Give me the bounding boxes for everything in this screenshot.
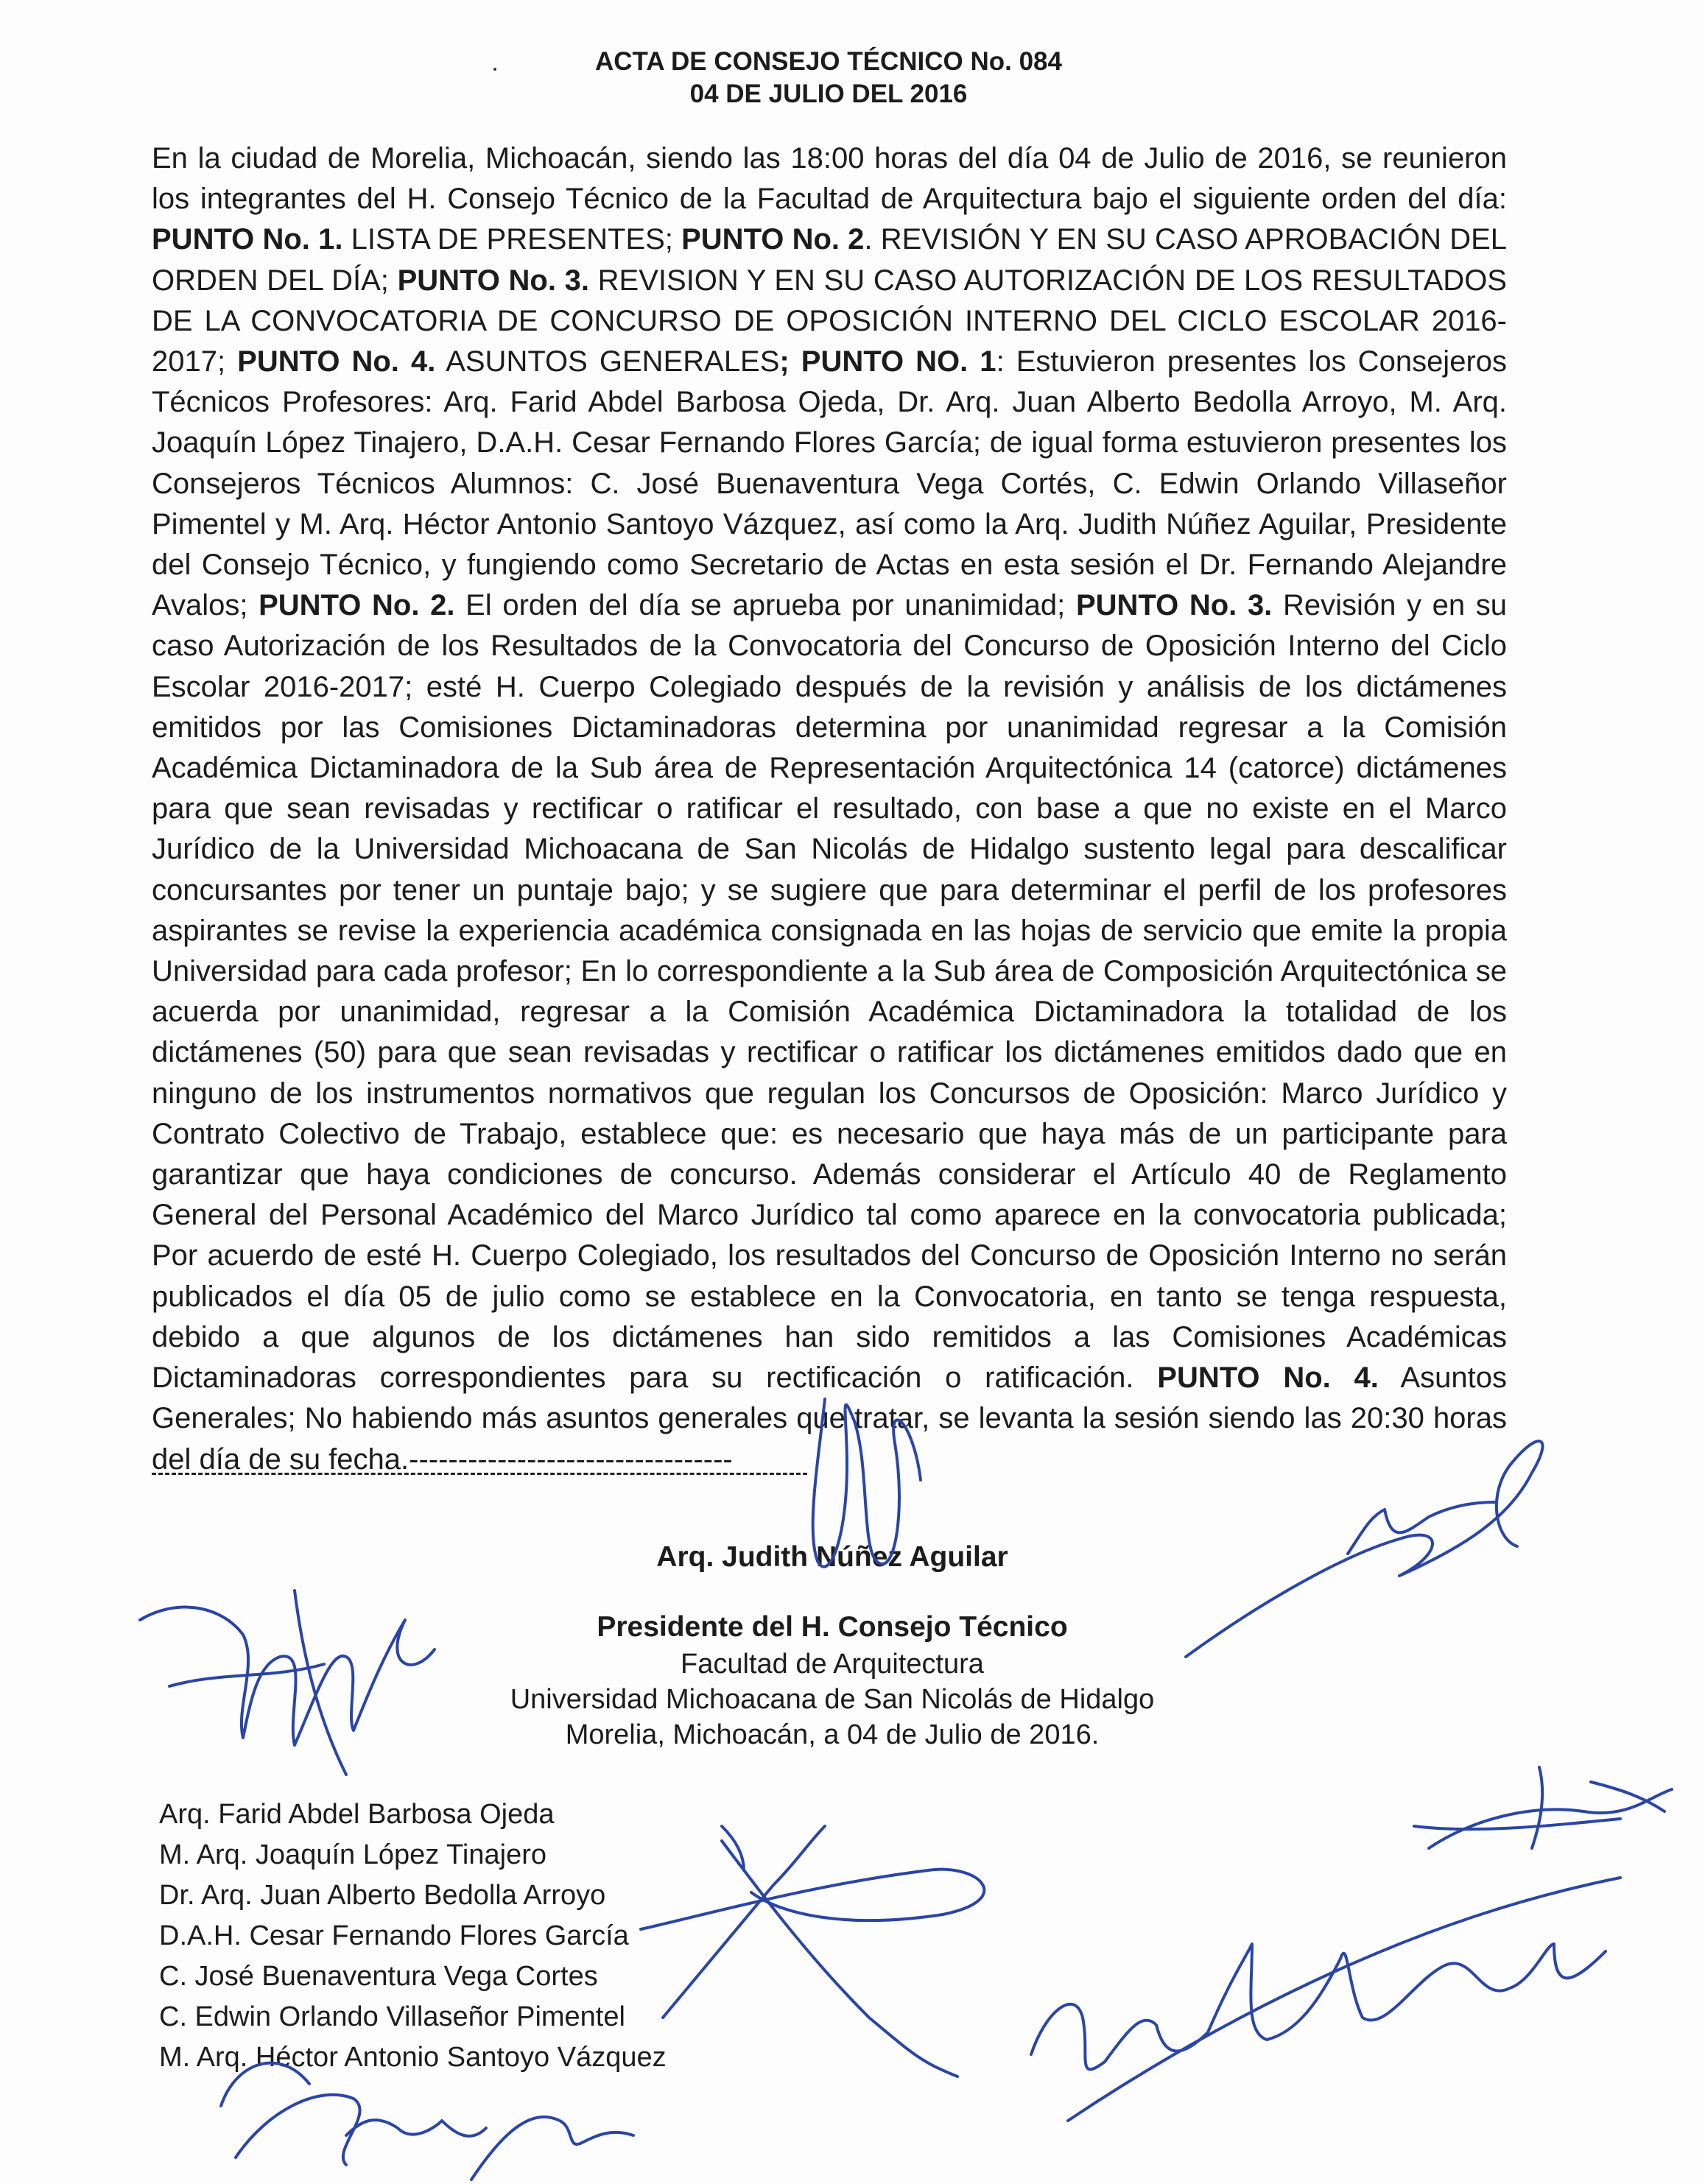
signature-lower-right: [1031, 1944, 1606, 2069]
signature-cross: [722, 1841, 957, 2076]
signatory-name: Arq. Judith Núñez Aguilar: [656, 1541, 1008, 1573]
member-name: D.A.H. Cesar Fernando Flores García: [159, 1920, 629, 1951]
point-label: PUNTO No. 2.: [259, 589, 455, 622]
body-text: El orden del día se aprueba por unanimidad;: [454, 589, 1076, 622]
title-line-1: ACTA DE CONSEJO TÉCNICO No. 084: [595, 47, 1062, 76]
member-name: M. Arq. Joaquín López Tinajero: [159, 1839, 546, 1870]
body-text: Revisión y en su caso Autorización de los Resultados de la Convocatoria del Concurso de Oposición Interno del Ciclo Escolar 2016-2017; esté H. Cuerpo Colegiado después de la revisión y análisis de los dictámenes emitidos por las Comisiones Dictaminadoras determina por unanimidad regresar a la Comisión Académica Dictaminadora de la Sub área de Representación Arquitectónica 14 (catorce) dictámenes para que sean revisadas y rectificar o ratificar el resultado, con base a que no existe en el Marco Jurídico de la Universidad Michoacana de San Nicolás de Hidalgo sustento legal para descalificar concursantes por tener un puntaje bajo; y se sugiere que para determinar el perfil de los profesores aspirantes se revise la experiencia académica consignada en las hojas de servicio que emite la propia Universidad para cada profesor; En lo correspondiente a la Sub área de Composición Arquitectónica se acuerda por unanimidad, regresar a la Comisión Académica Dictaminadora la totalidad de los dictámenes (50) para que sean revisadas y rectificar o ratificar los dictámenes emitidos dado que en ninguno de los instrumentos normativos que regulan los Concursos de Oposición: Marco Jurídico y Contrato Colectivo de Trabajo, establece que: es necesario que haya más de un participante para garantizar que haya condiciones de concurso. Además considerar el Artículo 40 de Reglamento General del Personal Académico del Marco Jurídico tal como aparece en la convocatoria publicada; Por acuerdo de esté H. Cuerpo Colegiado, los resultados del Concurso de Oposición Interno no serán publicados el día 05 de julio como se establece en la Convocatoria, en tanto se tenga respuesta, debido a que algunos de los dictámenes han sido remitidos a las Comisiones Académicas Dictaminadoras correspondientes para su rectificación o ratificación.: [152, 589, 1508, 1395]
point-label: ; PUNTO NO. 1: [779, 345, 996, 378]
signatory-place-date: Morelia, Michoacán, a 04 de Julio de 2016.: [565, 1719, 1100, 1750]
point-label: PUNTO No. 3.: [397, 264, 589, 297]
member-name: C. José Buenaventura Vega Cortes: [159, 1961, 598, 1992]
point-label: PUNTO No. 3.: [1075, 589, 1273, 622]
member-name: M. Arq. Héctor Antonio Santoyo Vázquez: [159, 2042, 667, 2073]
body-text: En la ciudad de Morelia, Michoacán, siendo las 18:00 horas del día 04 de Julio de 2016, se reunieron los integrantes del H. Consejo Técnico de la Facultad de Arquitectura bajo el siguiente orden del día:: [152, 142, 1507, 216]
member-name: C. Edwin Orlando Villaseñor Pimentel: [159, 2001, 625, 2032]
body-text: Asuntos Generales; No habiendo más asuntos generales que tratar, se levanta la sesión siendo las 20:30 horas del día de su fecha.---------------------------------: [152, 1362, 1508, 1476]
member-name: Arq. Farid Abdel Barbosa Ojeda: [159, 1799, 555, 1830]
body-text: REVISION Y EN SU CASO AUTORIZACIÓN DE LOS RESULTADOS DE LA CONVOCATORIA DE CONCURSO DE OPOSICIÓN INTERNO DEL CICLO ESCOLAR 2016-2017;: [152, 264, 1507, 378]
point-label: PUNTO No. 1.: [152, 223, 343, 256]
signatory-faculty: Facultad de Arquitectura: [681, 1649, 984, 1680]
body-text: : Estuvieron presentes los Consejeros Técnicos Profesores: Arq. Farid Abdel Barbosa Ojeda, Dr. Arq. Juan Alberto Bedolla Arroyo, M. Arq. Joaquín López Tinajero, D.A.H. Cesar Fernando Flores García; de igual forma estuvieron presentes los Consejeros Técnicos Alumnos: C. José Buenaventura Vega Cortés, C. Edwin Orlando Villaseñor Pimentel y M. Arq. Héctor Antonio Santoyo Vázquez, así como la Arq. Judith Núñez Aguilar, Presidente del Consejo Técnico, y fungiendo como Secretario de Actas en esta sesión el Dr. Fernando Alejandre Avalos;: [152, 345, 1508, 622]
signature-bottom-left: [236, 2095, 633, 2180]
scan-speck: [493, 68, 496, 71]
minutes-body: [152, 138, 1507, 1480]
body-text: . REVISIÓN Y EN SU CASO APROBACIÓN DEL ORDEN DEL DÍA;: [152, 223, 1508, 297]
point-label: PUNTO No. 4.: [1157, 1362, 1379, 1395]
signature-top-right: [1414, 1767, 1672, 1848]
point-label: PUNTO No. 4.: [237, 345, 436, 378]
document-title: [0, 46, 1657, 110]
point-label: PUNTO No. 2: [681, 223, 865, 256]
body-text: ASUNTOS GENERALES: [435, 345, 780, 378]
title-line-2: 04 DE JULIO DEL 2016: [689, 80, 968, 108]
dashed-rule: [152, 1473, 807, 1475]
body-text: LISTA DE PRESENTES;: [342, 223, 682, 256]
member-name: Dr. Arq. Juan Alberto Bedolla Arroyo: [159, 1880, 606, 1911]
signatory-role: Presidente del H. Consejo Técnico: [597, 1611, 1068, 1643]
members-list: [159, 1794, 667, 2078]
signatory-university: Universidad Michoacana de San Nicolás de Hidalgo: [510, 1684, 1155, 1715]
